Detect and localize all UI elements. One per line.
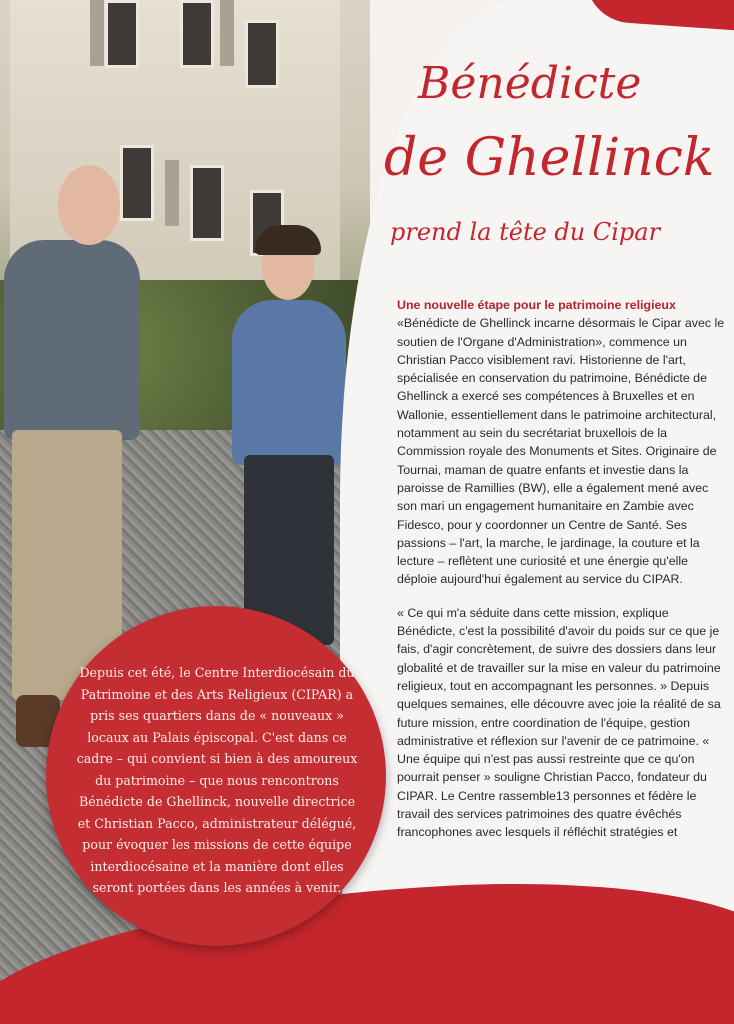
shutter	[90, 0, 104, 66]
window	[190, 165, 224, 241]
article-paragraph-1: «Bénédicte de Ghellinck incarne désormais le Cipar avec le soutien de l'Organe d'Administration», commence un Christian Pacco visiblement ravi. Historienne de l'art, spécialisée en conservation du patrimoine, Bénédicte de Ghellinck a exercé ses compétences à Bruxelles et en Wallonie, essentiellement dans le patrimoine architectural, notamment au sein du secrétariat bruxellois de la Commission royale des Monuments et Sites. Originaire de Tournai, maman de quatre enfants et investie dans la paroisse de Ramillies (BW), elle a également mené avec son mari un engagement humanitaire en Zambie avec Fidesco, pour y coordonner un Centre de Santé. Ses passions – l'art, la marche, le jardinage, la couture et la lecture – reflètent une curiosité et une énergie qu'elle déploie aujourd'hui également au service du CIPAR.	[397, 316, 725, 587]
intro-text: Depuis cet été, le Centre Interdiocésain du Patrimoine et des Arts Religieux (CIPAR) a pris ses quartiers dans de « nouveaux » locaux au Palais épiscopal. C'est dans ce cadre – qui convient si bien à des amoureux du patrimoine – que nous rencontrons Bénédicte de Ghellinck, nouvelle directrice et Christian Pacco, administrateur délégué, pour évoquer les missions de cette équipe interdiocésaine et la manière dont elles seront portées dans les années à venir.	[76, 665, 358, 895]
title-subtitle: prend la tête du Cipar	[390, 218, 661, 246]
article-paragraph-2: « Ce qui m'a séduite dans cette mission, explique Bénédicte, c'est la possibilité d'avoir du poids sur ce que je fais, d'agir concrètement, de suivre des dossiers dans leur globalité et de travailler sur la mise en valeur du patrimoine religieux, tout en accompagnant les personnes. » Depuis quelques semaines, elle découvre avec joie la réalité de sa future mission, entre coordination de l'équipe, gestion administrative et réflexion sur l'avenir de ce patrimoine. « Une équipe qui n'est pas aussi restreinte que ce qu'on pourrait penser » souligne Christian Pacco, fondateur du CIPAR. Le Centre rassemble13 personnes et fédère le travail des services patrimoines des quatre évêchés francophones avec lesquels il réfléchit stratégies et	[397, 605, 721, 840]
window	[180, 0, 214, 68]
title-line-1: Bénédicte	[418, 58, 642, 109]
title-line-2: de Ghellinck	[384, 128, 715, 188]
window	[120, 145, 154, 221]
shutter	[165, 160, 179, 226]
article-body	[397, 296, 727, 842]
article-subheading: Une nouvelle étape pour le patrimoine religieux	[397, 298, 676, 312]
man-vest	[4, 240, 140, 440]
window	[105, 0, 139, 68]
woman-hair	[255, 225, 321, 255]
woman-sweater	[232, 300, 346, 465]
man-head	[58, 165, 120, 245]
window	[245, 20, 279, 88]
shutter	[220, 0, 234, 66]
